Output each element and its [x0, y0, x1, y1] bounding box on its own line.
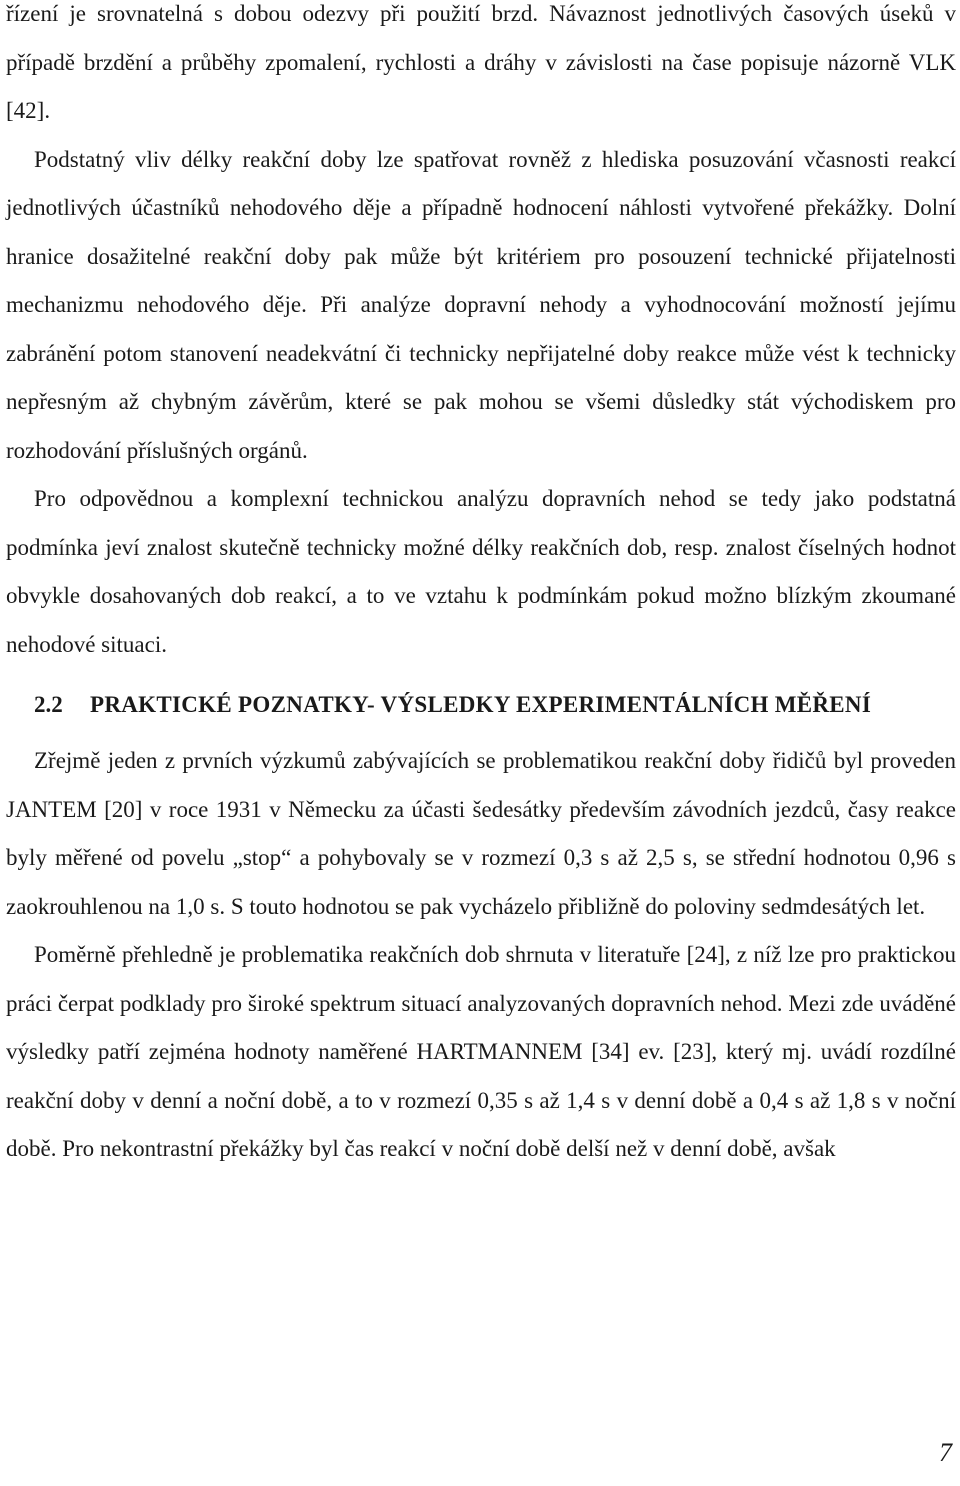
- paragraph-reaction-time-influence: Podstatný vliv délky reakční doby lze spatřovat rovněž z hlediska posuzování včasnosti reakcí jednotlivých účastníků nehodového děje a případně hodnocení náhlosti vytvořené překážky. Dolní hranice dosažitelné reakční doby pak může být kritériem pro posouzení technické přijatelnosti mechanizmu nehodového děje. Při analýze dopravní nehody a vyhodnocování možností jejímu zabránění potom stanovení neadekvátní či technicky nepřijatelné doby reakce může vést k technicky nepřesným až chybným závěrům, které se pak mohou se všemi důsledky stát východiskem pro rozhodování příslušných orgánů.: [6, 146, 956, 463]
- section-heading: [6, 679, 956, 731]
- section-title: PRAKTICKÉ POZNATKY- VÝSLEDKY EXPERIMENTÁLNÍCH MĚŘENÍ: [90, 692, 872, 717]
- paragraph-literature-summary: Poměrně přehledně je problematika reakčních dob shrnuta v literatuře [24], z níž lze pro praktickou práci čerpat podklady pro široké spektrum situací analyzovaných dopravních nehod. Mezi zde uváděné výsledky patří zejména hodnoty naměřené HARTMANNEM [34] ev. [23], který mj. uvádí rozdílné reakční doby v denní a noční době, a to v rozmezí 0,35 s až 1,4 s v denní době a 0,4 s až 1,8 s v noční době. Pro nekontrastní překážky byl čas reakcí v noční době delší než v denní době, avšak: [6, 942, 956, 1161]
- paragraph-jantem-research: Zřejmě jeden z prvních výzkumů zabývajících se problematikou reakční doby řidičů byl proveden JANTEM [20] v roce 1931 v Německu za účasti šedesátky především závodních jezdců, časy reakce byly měřené od povelu „stop“ a pohybovaly se v rozmezí 0,3 s až 2,5 s, se střední hodnotou 0,96 s zaokrouhlenou na 1,0 s. S touto hodnotou se pak vycházelo přibližně do poloviny sedmdesátých let.: [6, 748, 956, 919]
- paragraph-continuation: řízení je srovnatelná s dobou odezvy při použití brzd. Návaznost jednotlivých časových úseků v případě brzdění a průběhy zpomalení, rychlosti a dráhy v závislosti na čase popisuje názorně VLK [42].: [6, 1, 956, 123]
- section-number: 2.2: [34, 692, 63, 717]
- paragraph-analysis-condition: Pro odpovědnou a komplexní technickou analýzu dopravních nehod se tedy jako podstatná podmínka jeví znalost skutečně technicky možné délky reakčních dob, resp. znalost číselných hodnot obvykle dosahovaných dob reakcí, a to ve vztahu k podmínkám pokud možno blízkým zkoumané nehodové situaci.: [6, 486, 956, 657]
- page-number: 7: [939, 1438, 952, 1467]
